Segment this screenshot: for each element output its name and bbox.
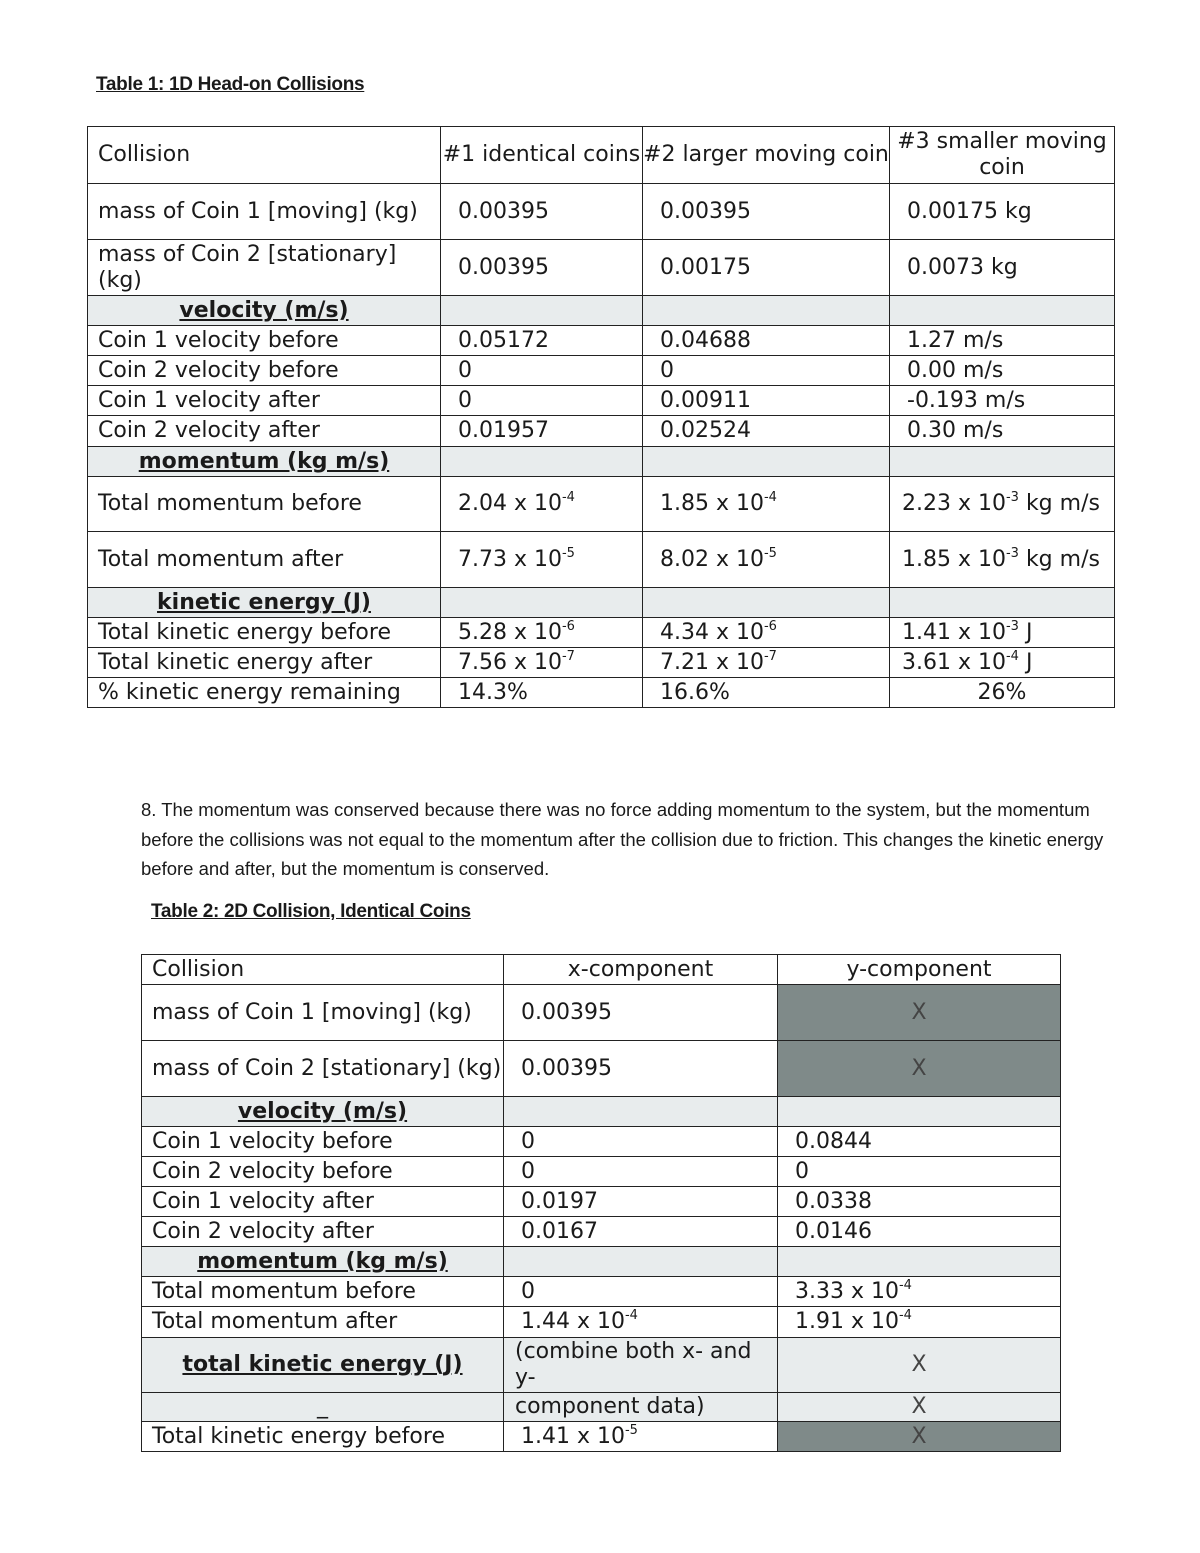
section-row [88, 588, 1115, 618]
table2-header-row [142, 955, 1061, 985]
energy-note: component data) [504, 1393, 778, 1422]
cell-value: 0.00395 [643, 184, 890, 240]
cell-value: 0 [441, 386, 643, 416]
cell-value: 0.00395 [441, 184, 643, 240]
cell-value: 1.85 x $10^{-4}$ [643, 477, 890, 532]
cell-value: 1.41 x $10^{-5}$ [504, 1422, 778, 1452]
cell-value: 0 [441, 356, 643, 386]
row-label: Total kinetic energy before [88, 618, 441, 648]
table1-header-col3: #3 smaller moving coin [890, 127, 1115, 184]
cell-value: 2.04 x $10^{-4}$ [441, 477, 643, 532]
section-row [88, 447, 1115, 477]
cell-value: 0 [504, 1157, 778, 1187]
table-row [142, 1127, 1061, 1157]
table1-header-collision: Collision [88, 127, 441, 184]
table-row [142, 1157, 1061, 1187]
cell-value: 0.02524 [643, 416, 890, 447]
table-row [88, 326, 1115, 356]
cell-value: 0.30 m/s [890, 416, 1115, 447]
gray-cell: X [778, 1422, 1061, 1452]
cell-value: 0.0338 [778, 1187, 1061, 1217]
table-row [88, 356, 1115, 386]
velocity-section-label: velocity (m/s) [142, 1097, 504, 1127]
table-row [88, 618, 1115, 648]
cell-value: 16.6% [643, 678, 890, 708]
energy-note: (combine both x- and y- [504, 1338, 778, 1393]
row-label: Total momentum after [88, 532, 441, 588]
section-row [142, 1338, 1061, 1393]
cell-value: 0.00395 [441, 240, 643, 296]
cell-value: 0.0146 [778, 1217, 1061, 1247]
cell-value: 0.01957 [441, 416, 643, 447]
cell-value: 0.0844 [778, 1127, 1061, 1157]
section-row [88, 296, 1115, 326]
cell-value: 5.28 x $10^{-6}$ [441, 618, 643, 648]
table-row [142, 1422, 1061, 1452]
cell-value: 1.27 m/s [890, 326, 1115, 356]
cell-value: 0.00175 kg [890, 184, 1115, 240]
cell-value: 0.0197 [504, 1187, 778, 1217]
row-label: mass of Coin 1 [moving] (kg) [88, 184, 441, 240]
cell-value: 26% [890, 678, 1115, 708]
answer-paragraph: 8. The momentum was conserved because there was no force adding momentum to the system, but the momentum before the collisions was not equal to the momentum after the collision due to friction. This changes the kinetic energy before and after, but the momentum is conserved. [141, 799, 1104, 879]
cell-value: 0.00395 [504, 1041, 778, 1097]
energy-section-label: total kinetic energy (J) [142, 1338, 504, 1393]
velocity-section-label: velocity (m/s) [88, 296, 441, 326]
row-label: Total momentum before [88, 477, 441, 532]
table-row [88, 648, 1115, 678]
table1-title: Table 1: 1D Head-on Collisions [96, 74, 365, 95]
momentum-section-label: momentum (kg m/s) [88, 447, 441, 477]
table-row [88, 416, 1115, 447]
gray-cell: X [778, 985, 1061, 1041]
row-label: Total kinetic energy before [142, 1422, 504, 1452]
table-row [88, 532, 1115, 588]
cell-value: 0.00 m/s [890, 356, 1115, 386]
table2 [141, 954, 1061, 1452]
table-row [142, 1307, 1061, 1338]
table-row [88, 386, 1115, 416]
cell-value: 1.41 x $10^{-3}$ J [890, 618, 1115, 648]
table-row [88, 240, 1115, 296]
cell-value: 4.34 x $10^{-6}$ [643, 618, 890, 648]
table1-header-row [88, 127, 1115, 184]
cell-value: 8.02 x $10^{-5}$ [643, 532, 890, 588]
row-label: Coin 1 velocity after [142, 1187, 504, 1217]
row-label: % kinetic energy remaining [88, 678, 441, 708]
row-label: mass of Coin 1 [moving] (kg) [142, 985, 504, 1041]
section-row [142, 1097, 1061, 1127]
cell-value: 0 [504, 1277, 778, 1307]
table-row [142, 1217, 1061, 1247]
row-label: Total kinetic energy after [88, 648, 441, 678]
table-row [142, 1187, 1061, 1217]
row-label: Coin 1 velocity before [88, 326, 441, 356]
cell-value: 0.04688 [643, 326, 890, 356]
cell-value: 3.33 x $10^{-4}$ [778, 1277, 1061, 1307]
table1-header-col2: #2 larger moving coin [643, 127, 890, 184]
table-row [142, 1277, 1061, 1307]
row-label: mass of Coin 2 [stationary] (kg) [88, 240, 441, 296]
cell-value: 7.56 x $10^{-7}$ [441, 648, 643, 678]
row-label: Coin 2 velocity after [142, 1217, 504, 1247]
table-row [142, 985, 1061, 1041]
blank-label: _ [142, 1393, 504, 1422]
table2-header-x: x-component [504, 955, 778, 985]
table-row [88, 678, 1115, 708]
cell-value: 0.0073 kg [890, 240, 1115, 296]
energy-section-label: kinetic energy (J) [88, 588, 441, 618]
table1-header-col1: #1 identical coins [441, 127, 643, 184]
table-row [88, 477, 1115, 532]
table2-header-y: y-component [778, 955, 1061, 985]
row-label: Coin 1 velocity after [88, 386, 441, 416]
gray-cell: X [778, 1393, 1061, 1422]
cell-value: 2.23 x $10^{-3}$ kg m/s [890, 477, 1115, 532]
gray-cell: X [778, 1338, 1061, 1393]
row-label: Coin 1 velocity before [142, 1127, 504, 1157]
cell-value: 7.21 x $10^{-7}$ [643, 648, 890, 678]
cell-value: 0 [778, 1157, 1061, 1187]
table2-header-collision: Collision [142, 955, 504, 985]
cell-value: 1.44 x $10^{-4}$ [504, 1307, 778, 1338]
cell-value: 0 [643, 356, 890, 386]
table-row [88, 184, 1115, 240]
table2-title: Table 2: 2D Collision, Identical Coins [151, 901, 471, 922]
section-row [142, 1393, 1061, 1422]
gray-cell: X [778, 1041, 1061, 1097]
momentum-section-label: momentum (kg m/s) [142, 1247, 504, 1277]
cell-value: 7.73 x $10^{-5}$ [441, 532, 643, 588]
table1 [87, 126, 1115, 708]
table-row [142, 1041, 1061, 1097]
cell-value: 0 [504, 1127, 778, 1157]
cell-value: 0.00395 [504, 985, 778, 1041]
row-label: Coin 2 velocity before [88, 356, 441, 386]
row-label: mass of Coin 2 [stationary] (kg) [142, 1041, 504, 1097]
section-row [142, 1247, 1061, 1277]
cell-value: -0.193 m/s [890, 386, 1115, 416]
cell-value: 0.0167 [504, 1217, 778, 1247]
row-label: Coin 2 velocity after [88, 416, 441, 447]
row-label: Coin 2 velocity before [142, 1157, 504, 1187]
cell-value: 1.85 x $10^{-3}$ kg m/s [890, 532, 1115, 588]
cell-value: 0.05172 [441, 326, 643, 356]
cell-value: 1.91 x $10^{-4}$ [778, 1307, 1061, 1338]
cell-value: 14.3% [441, 678, 643, 708]
cell-value: 3.61 x $10^{-4}$ J [890, 648, 1115, 678]
row-label: Total momentum before [142, 1277, 504, 1307]
cell-value: 0.00911 [643, 386, 890, 416]
row-label: Total momentum after [142, 1307, 504, 1338]
cell-value: 0.00175 [643, 240, 890, 296]
